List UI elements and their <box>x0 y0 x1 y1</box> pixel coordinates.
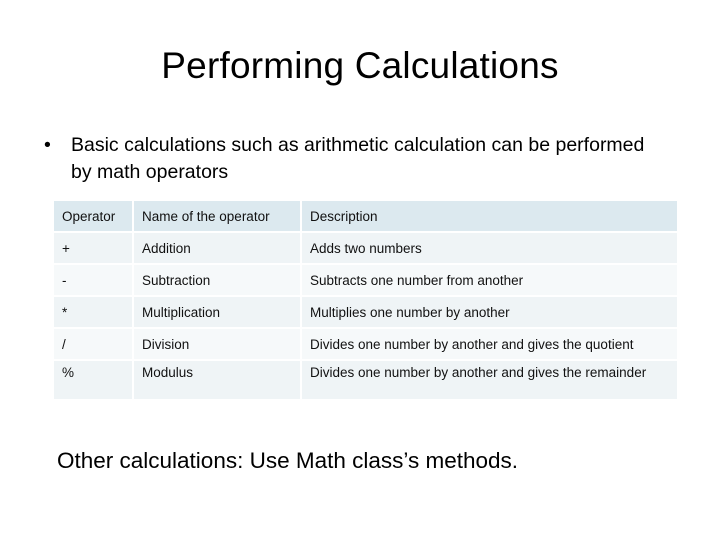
description-cell: Divides one number by another and gives the quotient <box>302 329 677 361</box>
table-header-row <box>54 201 677 233</box>
slide-title: Performing Calculations <box>161 45 559 86</box>
name-cell: Division <box>134 329 302 361</box>
table-row <box>54 329 677 361</box>
table-row <box>54 361 677 401</box>
operator-cell: / <box>54 329 134 361</box>
operator-cell: % <box>54 361 134 401</box>
name-cell: Modulus <box>134 361 302 401</box>
operator-cell: * <box>54 297 134 329</box>
name-cell: Addition <box>134 233 302 265</box>
description-cell: Subtracts one number from another <box>302 265 677 297</box>
description-cell: Divides one number by another and gives the remainder <box>302 361 677 401</box>
operator-cell: - <box>54 265 134 297</box>
bullet-marker: • <box>44 134 51 156</box>
bullet-point <box>44 132 664 186</box>
description-cell: Adds two numbers <box>302 233 677 265</box>
header-name: Name of the operator <box>134 201 302 233</box>
footer-text: Other calculations: Use Math class’s methods. <box>57 448 519 473</box>
description-cell: Multiplies one number by another <box>302 297 677 329</box>
name-cell: Subtraction <box>134 265 302 297</box>
header-description: Description <box>302 201 677 233</box>
operator-cell: + <box>54 233 134 265</box>
table-row <box>54 265 677 297</box>
table-row <box>54 233 677 265</box>
operators-table <box>54 201 677 401</box>
header-operator: Operator <box>54 201 134 233</box>
table-row <box>54 297 677 329</box>
bullet-text: Basic calculations such as arithmetic calculation can be performed by math operators <box>71 134 645 183</box>
name-cell: Multiplication <box>134 297 302 329</box>
